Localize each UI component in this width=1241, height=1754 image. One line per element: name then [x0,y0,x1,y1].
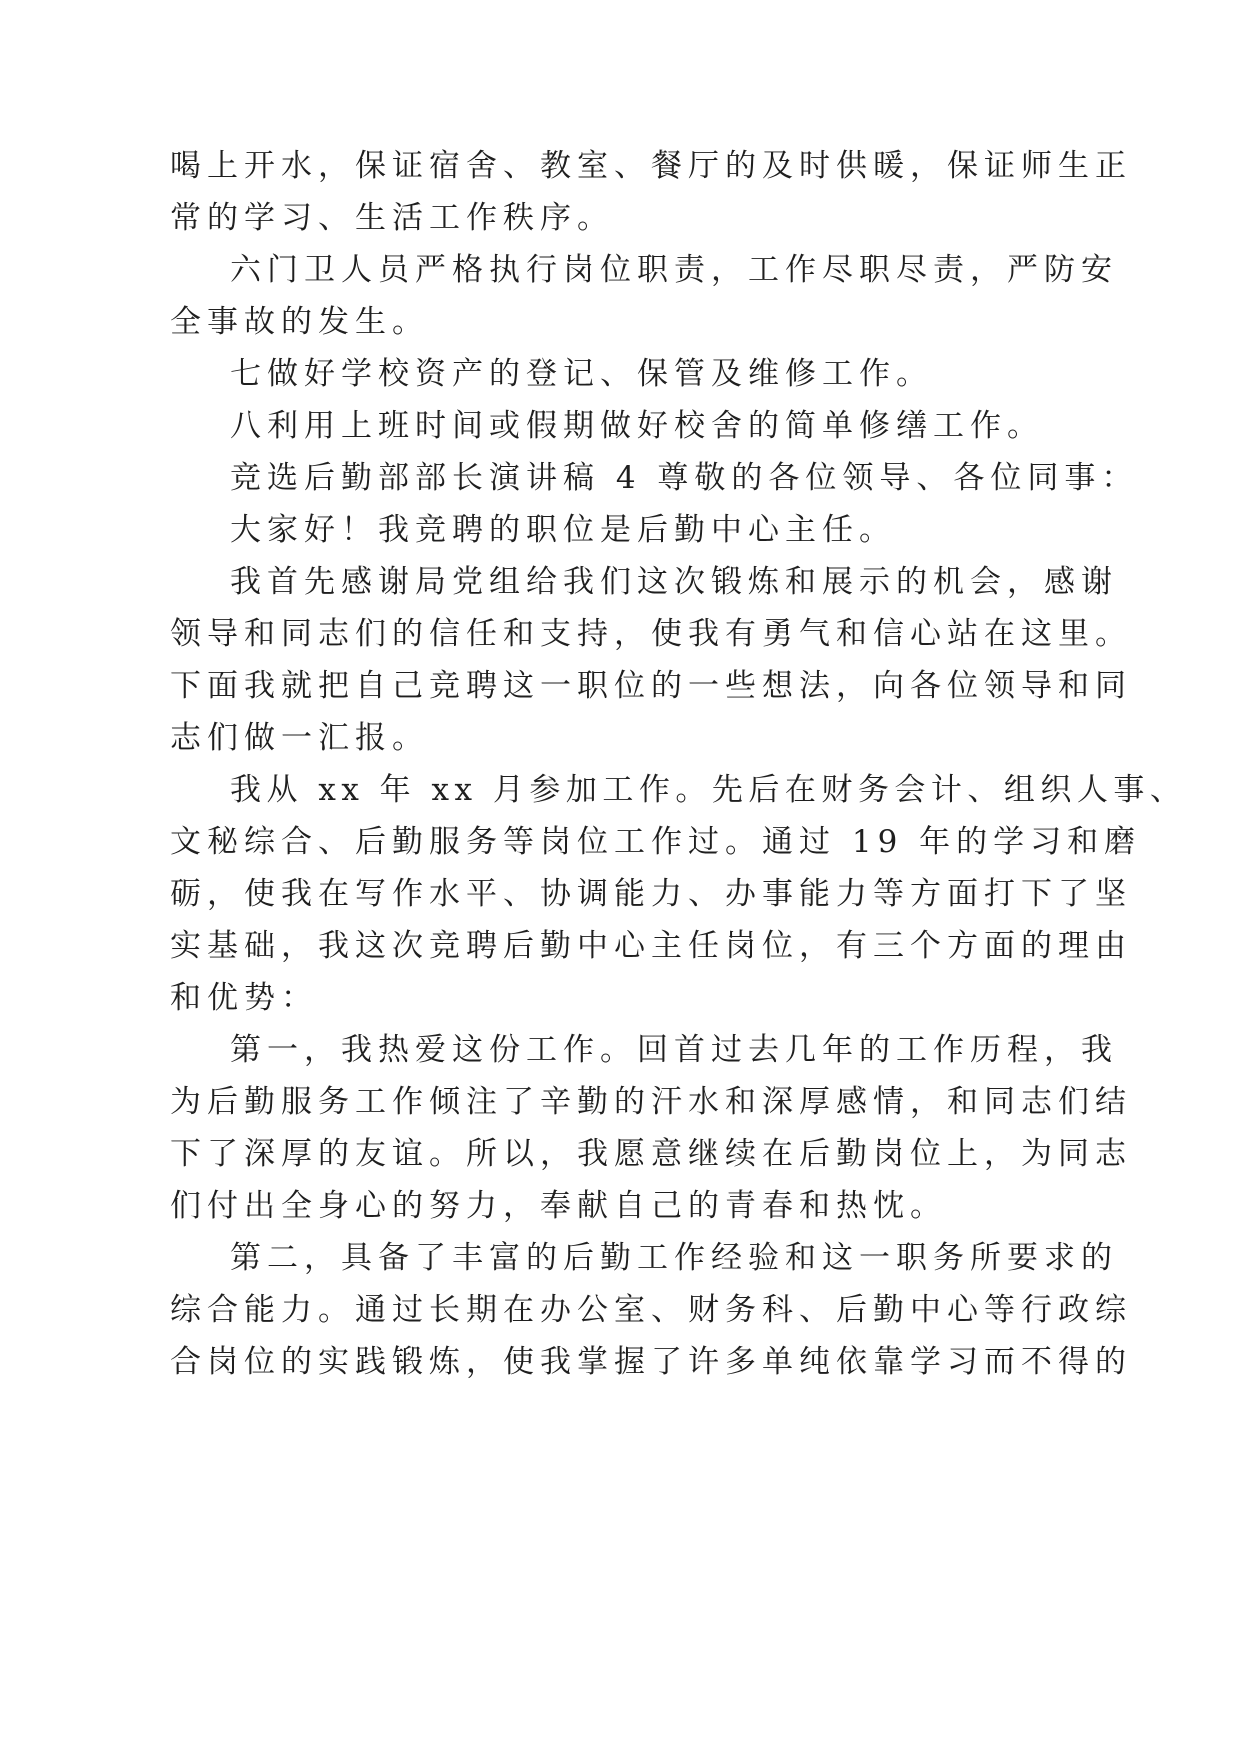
text-line: 竞选后勤部部长演讲稿 4 尊敬的各位领导、各位同事： [230,460,1139,496]
text-line: 七做好学校资产的登记、保管及维修工作。 [230,356,933,392]
text-line: 合岗位的实践锻炼，使我掌握了许多单纯依靠学习而不得的 [170,1344,1132,1380]
text-line: 常的学习、生活工作秩序。 [170,200,614,236]
text-line: 砺，使我在写作水平、协调能力、办事能力等方面打下了坚 [170,876,1132,912]
text-line: 们付出全身心的努力，奉献自己的青春和热忱。 [170,1188,947,1224]
text-line: 八利用上班时间或假期做好校舍的简单修缮工作。 [230,408,1044,444]
text-line: 第二，具备了丰富的后勤工作经验和这一职务所要求的 [230,1240,1118,1276]
text-line: 综合能力。通过长期在办公室、财务科、后勤中心等行政综 [170,1292,1132,1328]
text-line: 我从 xx 年 xx 月参加工作。先后在财务会计、组织人事、 [230,772,1187,808]
text-line: 下了深厚的友谊。所以，我愿意继续在后勤岗位上，为同志 [170,1136,1132,1172]
text-line: 全事故的发生。 [170,304,429,340]
text-line: 和优势： [170,980,318,1016]
text-line: 为后勤服务工作倾注了辛勤的汗水和深厚感情，和同志们结 [170,1084,1132,1120]
text-line: 下面我就把自己竞聘这一职位的一些想法，向各位领导和同 [170,668,1132,704]
text-line: 大家好！我竞聘的职位是后勤中心主任。 [230,512,896,548]
text-line: 实基础，我这次竞聘后勤中心主任岗位，有三个方面的理由 [170,928,1132,964]
text-line: 第一，我热爱这份工作。回首过去几年的工作历程，我 [230,1032,1118,1068]
text-line: 六门卫人员严格执行岗位职责，工作尽职尽责，严防安 [230,252,1118,288]
text-line: 喝上开水，保证宿舍、教室、餐厅的及时供暖，保证师生正 [170,148,1132,184]
text-line: 志们做一汇报。 [170,720,429,756]
text-line: 领导和同志们的信任和支持，使我有勇气和信心站在这里。 [170,616,1132,652]
text-line: 文秘综合、后勤服务等岗位工作过。通过 19 年的学习和磨 [170,824,1142,860]
text-line: 我首先感谢局党组给我们这次锻炼和展示的机会，感谢 [230,564,1118,600]
